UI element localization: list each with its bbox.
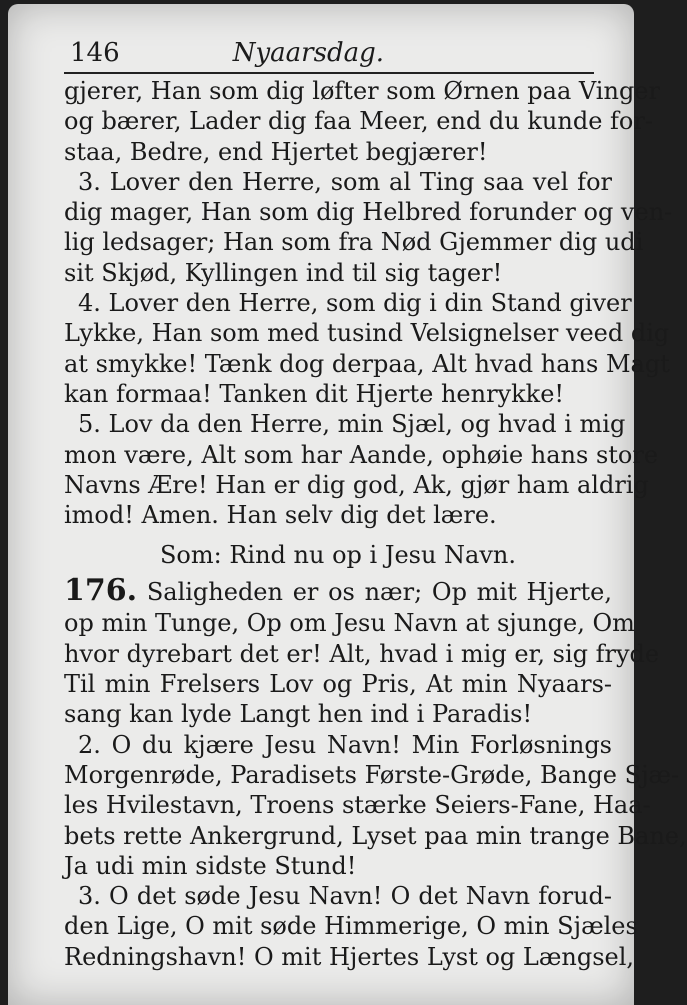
hymn-number: 176. <box>64 573 138 609</box>
verse-start-line: 4. Lover den Herre, som dig i din Stand giver <box>78 289 632 318</box>
verse-start-line: 2. O du kjære Jesu Navn! Min Forløsnings <box>78 730 612 759</box>
text-line: imod! Amen. Han selv dig det lære. <box>64 501 497 530</box>
text-line: op min Tunge, Op om Jesu Navn at sjunge, Om <box>64 609 635 638</box>
verse-start-line: 3. O det søde Jesu Navn! O det Navn forud- <box>78 882 612 911</box>
verse-start-line: 5. Lov da den Herre, min Sjæl, og hvad i mig <box>78 410 626 439</box>
text-line: mon være, Alt som har Aande, ophøie hans store <box>64 440 659 469</box>
text-line: Ja udi min sidste Stund! <box>64 851 357 880</box>
hymn-first-line-text: Saligheden er os nær; Op mit Hjerte, <box>146 578 612 607</box>
book-page <box>8 4 687 1005</box>
text-line: bets rette Ankergrund, Lyset paa min trange Bane, <box>64 821 687 850</box>
text-line: kan formaa! Tanken dit Hjerte henrykke! <box>64 379 565 408</box>
melody-line: Som: Rind nu op i Jesu Navn. <box>159 541 517 570</box>
text-line: les Hvilestavn, Troens stærke Seiers-Fane, Haa- <box>64 791 651 820</box>
page-number: 146 <box>70 38 120 68</box>
text-line: Til min Frelsers Lov og Pris, At min Nyaars- <box>64 670 612 699</box>
running-title: Nyaarsdag. <box>232 38 384 68</box>
text-line: sit Skjød, Kyllingen ind til sig tager! <box>64 258 503 287</box>
text-line: staa, Bedre, end Hjertet begjærer! <box>64 137 488 166</box>
page-header <box>64 38 594 74</box>
text-line: Redningshavn! O mit Hjertes Lyst og Længsel, <box>64 942 635 971</box>
text-line: sang kan lyde Langt hen ind i Paradis! <box>64 700 533 729</box>
text-line: og bærer, Lader dig faa Meer, end du kunde for- <box>64 107 653 136</box>
text-line: Lykke, Han som med tusind Velsignelser veed dig <box>64 319 670 348</box>
text-line: Morgenrøde, Paradisets Første-Grøde, Bange Sjæ- <box>64 760 680 789</box>
verse-start-line: 3. Lover den Herre, som al Ting saa vel for <box>78 167 612 196</box>
page-text <box>64 76 687 972</box>
text-line: gjerer, Han som dig løfter som Ørnen paa Vinger <box>64 77 660 105</box>
hymn-first-line <box>64 573 612 609</box>
text-line: den Lige, O mit søde Himmerige, O min Sjæles <box>64 912 638 941</box>
text-line: dig mager, Han som dig Helbred forunder og ven- <box>64 198 673 227</box>
text-line: at smykke! Tænk dog derpaa, Alt hvad hans Magt <box>64 349 670 378</box>
text-line: Navns Ære! Han er dig god, Ak, gjør ham aldrig <box>64 470 649 499</box>
text-line: hvor dyrebart det er! Alt, hvad i mig er, sig fryde <box>64 639 660 668</box>
text-line: lig ledsager; Han som fra Nød Gjemmer dig udi <box>64 228 644 257</box>
